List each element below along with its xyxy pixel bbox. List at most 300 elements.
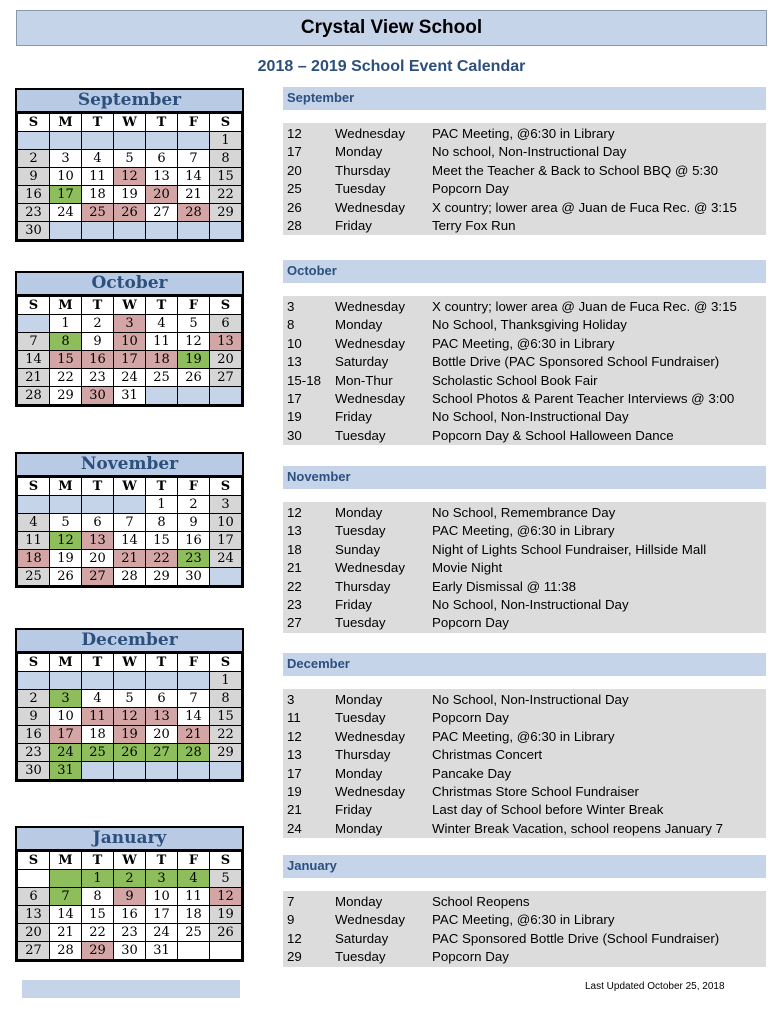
calendar-day: 29 [146, 568, 178, 586]
calendar-week [18, 496, 242, 514]
event-date: 13 [287, 354, 302, 370]
calendar-day: 13 [210, 333, 242, 351]
calendar-day: 19 [114, 726, 146, 744]
event-row [283, 335, 766, 353]
calendar-january [15, 826, 244, 962]
calendar-day [82, 672, 114, 690]
weekday-header: S [18, 478, 50, 496]
event-date: 3 [287, 692, 295, 707]
calendar-day: 31 [146, 942, 178, 960]
calendar-week [18, 132, 242, 150]
calendar-week [18, 888, 242, 906]
calendar-day: 2 [114, 870, 146, 888]
event-weekday: Thursday [335, 578, 391, 594]
calendar-day: 11 [178, 888, 210, 906]
calendar-day: 20 [210, 351, 242, 369]
event-date: 17 [287, 390, 302, 406]
calendar-day: 4 [82, 690, 114, 708]
calendar-day: 21 [50, 924, 82, 942]
calendar-week [18, 924, 242, 942]
calendar-day: 18 [82, 726, 114, 744]
calendar-month-title: December [17, 630, 242, 653]
calendar-month-title: November [17, 454, 242, 477]
calendar-day: 9 [82, 333, 114, 351]
calendar-day: 3 [50, 690, 82, 708]
calendar-week [18, 870, 242, 888]
event-row [283, 765, 766, 783]
calendar-day: 18 [178, 906, 210, 924]
event-weekday: Saturday [335, 930, 389, 946]
calendar-day: 27 [146, 204, 178, 222]
calendar-day: 27 [210, 369, 242, 387]
event-row [283, 372, 766, 390]
calendar-day: 5 [178, 315, 210, 333]
event-weekday: Wednesday [335, 783, 405, 799]
event-row [283, 125, 766, 143]
event-weekday: Tuesday [335, 427, 386, 443]
event-weekday: Friday [335, 596, 372, 612]
event-row [283, 390, 766, 408]
event-description: Bottle Drive (PAC Sponsored School Fundraiser) [432, 354, 720, 370]
weekday-header: S [18, 297, 50, 315]
event-weekday: Friday [335, 409, 372, 425]
calendar-day [178, 132, 210, 150]
calendar-day: 8 [50, 333, 82, 351]
calendar-day: 9 [18, 708, 50, 726]
event-description: Pancake Day [432, 765, 512, 781]
calendar-day: 28 [50, 942, 82, 960]
calendar-day: 10 [50, 168, 82, 186]
weekday-header: M [50, 297, 82, 315]
calendar-week [18, 708, 242, 726]
event-date: 26 [287, 199, 302, 215]
calendar-day [82, 762, 114, 780]
calendar-day: 28 [178, 744, 210, 762]
weekday-header: S [18, 852, 50, 870]
event-description: PAC Meeting, @6:30 in Library [432, 126, 615, 141]
calendar-day: 30 [178, 568, 210, 586]
calendar-day: 6 [82, 514, 114, 532]
event-row [283, 180, 766, 198]
event-date: 11 [287, 710, 301, 726]
calendar-month-title: September [17, 90, 242, 113]
event-description: School Reopens [432, 894, 530, 909]
event-weekday: Monday [335, 820, 383, 836]
event-weekday: Saturday [335, 354, 389, 370]
calendar-day: 13 [82, 532, 114, 550]
event-row [283, 709, 766, 727]
calendar-day: 4 [82, 150, 114, 168]
event-weekday: Wednesday [335, 560, 405, 576]
calendar-day: 29 [50, 387, 82, 405]
calendar-day: 7 [18, 333, 50, 351]
weekday-header: S [210, 478, 242, 496]
calendar-day: 20 [18, 924, 50, 942]
event-weekday: Monday [335, 144, 383, 160]
event-row [283, 162, 766, 180]
calendar-day: 9 [18, 168, 50, 186]
calendar-day [146, 132, 178, 150]
calendar-day [50, 672, 82, 690]
event-date: 13 [287, 747, 302, 763]
calendar-day: 12 [114, 168, 146, 186]
event-date: 19 [287, 409, 302, 425]
event-row [283, 298, 766, 316]
calendar-day: 17 [50, 726, 82, 744]
event-description: Night of Lights School Fundraiser, Hillside Mall [432, 541, 707, 557]
calendar-day: 16 [114, 906, 146, 924]
event-row [283, 522, 766, 540]
event-description: Popcorn Day & School Halloween Dance [432, 427, 674, 443]
event-weekday: Monday [335, 765, 383, 781]
calendar-day [18, 672, 50, 690]
event-weekday: Tuesday [335, 523, 386, 539]
calendar-day: 19 [114, 186, 146, 204]
calendar-day: 14 [50, 906, 82, 924]
event-description: Christmas Concert [432, 747, 543, 763]
calendar-day [82, 222, 114, 240]
event-date: 22 [287, 578, 302, 594]
weekday-header: W [114, 478, 146, 496]
event-row [283, 199, 766, 217]
event-date: 30 [287, 427, 302, 443]
calendar-grid [17, 296, 242, 405]
event-description: Movie Night [432, 560, 503, 576]
calendar-day [18, 496, 50, 514]
event-section-header: September [283, 87, 766, 110]
event-description: Popcorn Day [432, 710, 509, 726]
calendar-day: 26 [210, 924, 242, 942]
calendar-week [18, 690, 242, 708]
calendar-day: 30 [114, 942, 146, 960]
event-description: Meet the Teacher & Back to School BBQ @ 5:30 [432, 162, 718, 178]
calendar-week [18, 204, 242, 222]
calendar-september [15, 88, 244, 242]
calendar-day: 17 [146, 906, 178, 924]
calendar-day: 6 [146, 690, 178, 708]
calendar-day [114, 132, 146, 150]
weekday-header: F [178, 114, 210, 132]
calendar-day: 18 [82, 186, 114, 204]
calendar-day [146, 222, 178, 240]
calendar-day: 22 [210, 726, 242, 744]
calendar-day: 19 [210, 906, 242, 924]
calendar-day: 27 [146, 744, 178, 762]
weekday-header: T [146, 478, 178, 496]
calendar-week [18, 222, 242, 240]
event-row [283, 596, 766, 614]
calendar-day: 26 [50, 568, 82, 586]
weekday-header: S [18, 654, 50, 672]
calendar-day [210, 568, 242, 586]
event-description: No school, Non-Instructional Day [432, 144, 627, 160]
event-description: Popcorn Day [432, 181, 509, 197]
event-row [283, 911, 766, 929]
event-section-header: December [283, 653, 766, 676]
calendar-day: 7 [50, 888, 82, 906]
calendar-day: 27 [82, 568, 114, 586]
weekday-header: T [146, 297, 178, 315]
calendar-day: 18 [18, 550, 50, 568]
weekday-header: M [50, 654, 82, 672]
calendar-day [146, 672, 178, 690]
weekday-header: S [210, 654, 242, 672]
calendar-day: 26 [114, 744, 146, 762]
event-row [283, 559, 766, 577]
event-row [283, 820, 766, 838]
calendar-week [18, 186, 242, 204]
event-row [283, 427, 766, 445]
calendar-day: 6 [18, 888, 50, 906]
calendar-week [18, 906, 242, 924]
calendar-week [18, 333, 242, 351]
event-weekday: Wednesday [335, 126, 405, 141]
calendar-day: 24 [146, 924, 178, 942]
calendar-week [18, 726, 242, 744]
calendar-day: 20 [146, 726, 178, 744]
calendar-day: 17 [210, 532, 242, 550]
event-date: 12 [287, 930, 302, 946]
event-weekday: Monday [335, 894, 383, 909]
calendar-day: 16 [82, 351, 114, 369]
event-row [283, 316, 766, 334]
event-date: 21 [287, 560, 302, 576]
calendar-day: 24 [210, 550, 242, 568]
weekday-header: F [178, 478, 210, 496]
event-description: Popcorn Day [432, 615, 509, 631]
calendar-day: 19 [178, 351, 210, 369]
weekday-header: M [50, 114, 82, 132]
weekday-header: S [210, 297, 242, 315]
calendar-day: 28 [18, 387, 50, 405]
calendar-grid [17, 477, 242, 586]
weekday-header: T [82, 114, 114, 132]
event-description: PAC Meeting, @6:30 in Library [432, 912, 615, 928]
calendar-week [18, 315, 242, 333]
event-row [283, 353, 766, 371]
event-weekday: Monday [335, 505, 383, 520]
event-row [283, 691, 766, 709]
calendar-day: 1 [210, 132, 242, 150]
event-date: 20 [287, 162, 302, 178]
calendar-week [18, 150, 242, 168]
event-row [283, 578, 766, 596]
calendar-week [18, 532, 242, 550]
calendar-day: 29 [82, 942, 114, 960]
event-row [283, 541, 766, 559]
calendar-day: 9 [178, 514, 210, 532]
calendar-day: 23 [18, 204, 50, 222]
calendar-day: 3 [146, 870, 178, 888]
calendar-day: 20 [146, 186, 178, 204]
calendar-day: 24 [50, 204, 82, 222]
event-description: PAC Meeting, @6:30 in Library [432, 523, 615, 539]
calendar-day: 4 [178, 870, 210, 888]
event-row [283, 801, 766, 819]
calendar-grid [17, 113, 242, 240]
calendar-week [18, 351, 242, 369]
calendar-day: 25 [178, 924, 210, 942]
event-section-september [283, 123, 766, 235]
weekday-header: W [114, 852, 146, 870]
event-row [283, 728, 766, 746]
calendar-day: 7 [114, 514, 146, 532]
event-date: 21 [287, 802, 302, 818]
event-description: Popcorn Day [432, 949, 509, 965]
event-section-december [283, 689, 766, 838]
calendar-day: 14 [18, 351, 50, 369]
calendar-day: 20 [82, 550, 114, 568]
calendar-week [18, 168, 242, 186]
calendar-day: 3 [50, 150, 82, 168]
weekday-header: T [146, 654, 178, 672]
calendar-day: 22 [82, 924, 114, 942]
event-date: 17 [287, 144, 302, 160]
event-row [283, 217, 766, 235]
calendar-day [18, 132, 50, 150]
event-description: Last day of School before Winter Break [432, 802, 664, 818]
calendar-day [114, 762, 146, 780]
weekday-header: M [50, 852, 82, 870]
event-date: 28 [287, 217, 302, 233]
calendar-day: 14 [178, 708, 210, 726]
calendar-day: 23 [82, 369, 114, 387]
weekday-header: S [210, 114, 242, 132]
calendar-day: 30 [82, 387, 114, 405]
event-weekday: Mon-Thur [335, 372, 393, 388]
calendar-day: 6 [210, 315, 242, 333]
event-weekday: Monday [335, 317, 383, 333]
calendar-footer-bar [22, 980, 240, 998]
calendar-subtitle: 2018 – 2019 School Event Calendar [257, 58, 526, 75]
calendar-day: 1 [50, 315, 82, 333]
event-description: School Photos & Parent Teacher Interviews @ 3:00 [432, 390, 735, 406]
calendar-day: 13 [18, 906, 50, 924]
calendar-day: 28 [178, 204, 210, 222]
calendar-day: 30 [18, 762, 50, 780]
calendar-day [50, 132, 82, 150]
event-row [283, 504, 766, 522]
event-section-header: October [283, 260, 766, 283]
event-row [283, 893, 766, 911]
event-date: 10 [287, 335, 302, 351]
event-weekday: Wednesday [335, 728, 405, 744]
calendar-day: 24 [114, 369, 146, 387]
calendar-day: 15 [50, 351, 82, 369]
calendar-day [178, 222, 210, 240]
calendar-day: 13 [146, 708, 178, 726]
event-description: X country; lower area @ Juan de Fuca Rec. @ 3:15 [432, 299, 737, 314]
calendar-day: 8 [210, 690, 242, 708]
calendar-grid [17, 851, 242, 960]
event-weekday: Friday [335, 802, 372, 818]
calendar-day [210, 762, 242, 780]
event-date: 12 [287, 728, 302, 744]
calendar-day [82, 496, 114, 514]
calendar-week [18, 550, 242, 568]
calendar-day: 14 [178, 168, 210, 186]
calendar-day: 2 [178, 496, 210, 514]
calendar-day: 15 [82, 906, 114, 924]
calendar-day [210, 387, 242, 405]
calendar-day: 5 [210, 870, 242, 888]
calendar-day: 1 [210, 672, 242, 690]
calendar-week [18, 568, 242, 586]
calendar-day: 25 [18, 568, 50, 586]
event-description: No School, Non-Instructional Day [432, 409, 629, 425]
calendar-day: 22 [210, 186, 242, 204]
calendar-day: 9 [114, 888, 146, 906]
calendar-grid [17, 653, 242, 780]
event-row [283, 408, 766, 426]
event-section-january [283, 891, 766, 967]
calendar-day [178, 672, 210, 690]
calendar-day: 25 [82, 744, 114, 762]
event-description: No School, Thanksgiving Holiday [432, 317, 627, 333]
event-weekday: Tuesday [335, 181, 386, 197]
calendar-day [146, 762, 178, 780]
calendar-day [50, 870, 82, 888]
event-description: Early Dismissal @ 11:38 [432, 578, 577, 594]
weekday-header: F [178, 297, 210, 315]
calendar-day: 11 [82, 708, 114, 726]
calendar-day: 30 [18, 222, 50, 240]
calendar-day: 4 [18, 514, 50, 532]
event-date: 23 [287, 596, 302, 612]
calendar-day: 13 [146, 168, 178, 186]
event-description: PAC Meeting, @6:30 in Library [432, 335, 615, 351]
calendar-day: 21 [178, 726, 210, 744]
weekday-header: W [114, 297, 146, 315]
calendar-day: 7 [178, 690, 210, 708]
event-date: 12 [287, 505, 302, 520]
calendar-day: 16 [18, 726, 50, 744]
calendar-day [178, 387, 210, 405]
calendar-day: 16 [18, 186, 50, 204]
event-date: 25 [287, 181, 302, 197]
calendar-day: 28 [114, 568, 146, 586]
calendar-day: 24 [50, 744, 82, 762]
event-date: 17 [287, 765, 302, 781]
calendar-day: 31 [114, 387, 146, 405]
calendar-day: 6 [146, 150, 178, 168]
calendar-day: 23 [114, 924, 146, 942]
calendar-day: 7 [178, 150, 210, 168]
weekday-header: T [82, 478, 114, 496]
calendar-day: 10 [50, 708, 82, 726]
calendar-day: 21 [178, 186, 210, 204]
calendar-day [178, 762, 210, 780]
event-description: No School, Non-Instructional Day [432, 692, 629, 707]
calendar-december [15, 628, 244, 782]
event-row [283, 614, 766, 632]
calendar-day: 21 [18, 369, 50, 387]
calendar-day: 26 [178, 369, 210, 387]
calendar-day: 5 [50, 514, 82, 532]
weekday-header: W [114, 114, 146, 132]
calendar-day [210, 222, 242, 240]
calendar-day [146, 387, 178, 405]
event-description: Winter Break Vacation, school reopens January 7 [432, 820, 723, 836]
calendar-day: 15 [210, 708, 242, 726]
calendar-day: 11 [82, 168, 114, 186]
calendar-day [50, 222, 82, 240]
event-row [283, 948, 766, 966]
event-row [283, 143, 766, 161]
calendar-month-title: October [17, 273, 242, 296]
event-description: PAC Sponsored Bottle Drive (School Fundraiser) [432, 930, 720, 946]
calendar-day: 2 [82, 315, 114, 333]
